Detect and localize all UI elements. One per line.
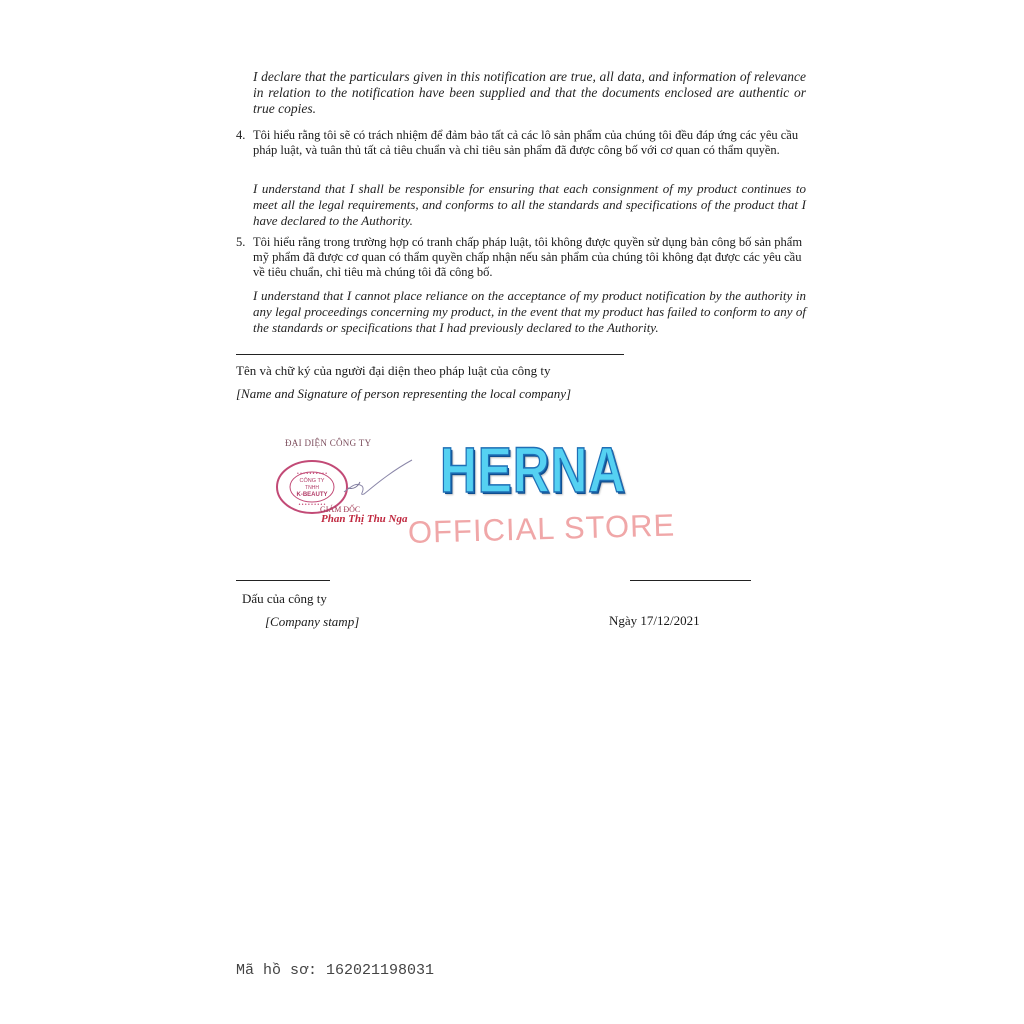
stamp-caption: ĐẠI DIỆN CÔNG TY	[285, 438, 372, 448]
signature-label-en: [Name and Signature of person representing the local company]	[236, 386, 572, 401]
stamp-label-en: [Company stamp]	[265, 614, 360, 629]
declaration-3-english: I declare that the particulars given in this notification are true, all data, and information of relevance in relation to the notification have been supplied and that the documents enclosed are authentic or true copies.	[253, 69, 806, 116]
item-text: Tôi hiểu rằng trong trường hợp có tranh chấp pháp luật, tôi không được quyền sử dụng bản công bố sản phẩm mỹ phẩm đã được cơ quan có thẩm quyền chấp nhận nếu sản phẩm của chúng tôi không đạt được các yêu cầu về tiêu chuẩn, chỉ tiêu mà chúng tôi đã công bố.	[253, 235, 803, 279]
seal-line-3: K-BEAUTY	[296, 492, 328, 498]
declaration-5-vietnamese	[236, 235, 806, 280]
declaration-4-vietnamese	[236, 128, 806, 158]
record-code: Mã hồ sơ: 162021198031	[236, 962, 435, 979]
seal-line-2: TNHH	[305, 485, 319, 491]
signature-line	[236, 354, 624, 355]
item-number: 4.	[236, 128, 246, 142]
director-name: Phan Thị Thu Nga	[321, 513, 408, 525]
signature-label-vn: Tên và chữ ký của người đại diện theo pháp luật của công ty	[236, 363, 551, 378]
official-store-watermark: OFFICIAL STORE	[407, 507, 676, 550]
item-number: 5.	[236, 235, 246, 249]
seal-line-1: CÔNG TY	[299, 478, 325, 484]
director-title: GIÁM ĐỐC	[320, 505, 361, 514]
date-line	[630, 580, 751, 581]
brand-watermark: HERNA	[440, 434, 627, 506]
document-date: Ngày 17/12/2021	[609, 613, 700, 628]
declaration-4-english: I understand that I shall be responsible for ensuring that each consignment of my product continues to meet all the legal requirements, and conforms to all the standards and specifications of the product that I have declared to the Authority.	[253, 181, 806, 228]
item-text: Tôi hiểu rằng tôi sẽ có trách nhiệm để đảm bảo tất cả các lô sản phẩm của chúng tôi đều đáp ứng các yêu cầu pháp luật, và tuân thủ tất cả tiêu chuẩn và chỉ tiêu sản phẩm đã được công bố với cơ quan có thẩm quyền.	[253, 128, 799, 157]
svg-text:• • • • • • • • •: • • • • • • • • •	[298, 502, 326, 508]
svg-text:• • • • • • • • • •: • • • • • • • • • •	[296, 471, 328, 477]
signature-scribble	[338, 456, 418, 506]
signature-scribble-icon	[338, 456, 418, 506]
stamp-line	[236, 580, 330, 581]
declaration-5-english: I understand that I cannot place reliance on the acceptance of my product notification by the authority in any legal proceedings concerning my product, in the event that my product has failed to conform to any of the standards or specifications that I had previously declared to the Authority.	[253, 288, 806, 335]
stamp-label-vn: Dấu của công ty	[242, 591, 327, 606]
